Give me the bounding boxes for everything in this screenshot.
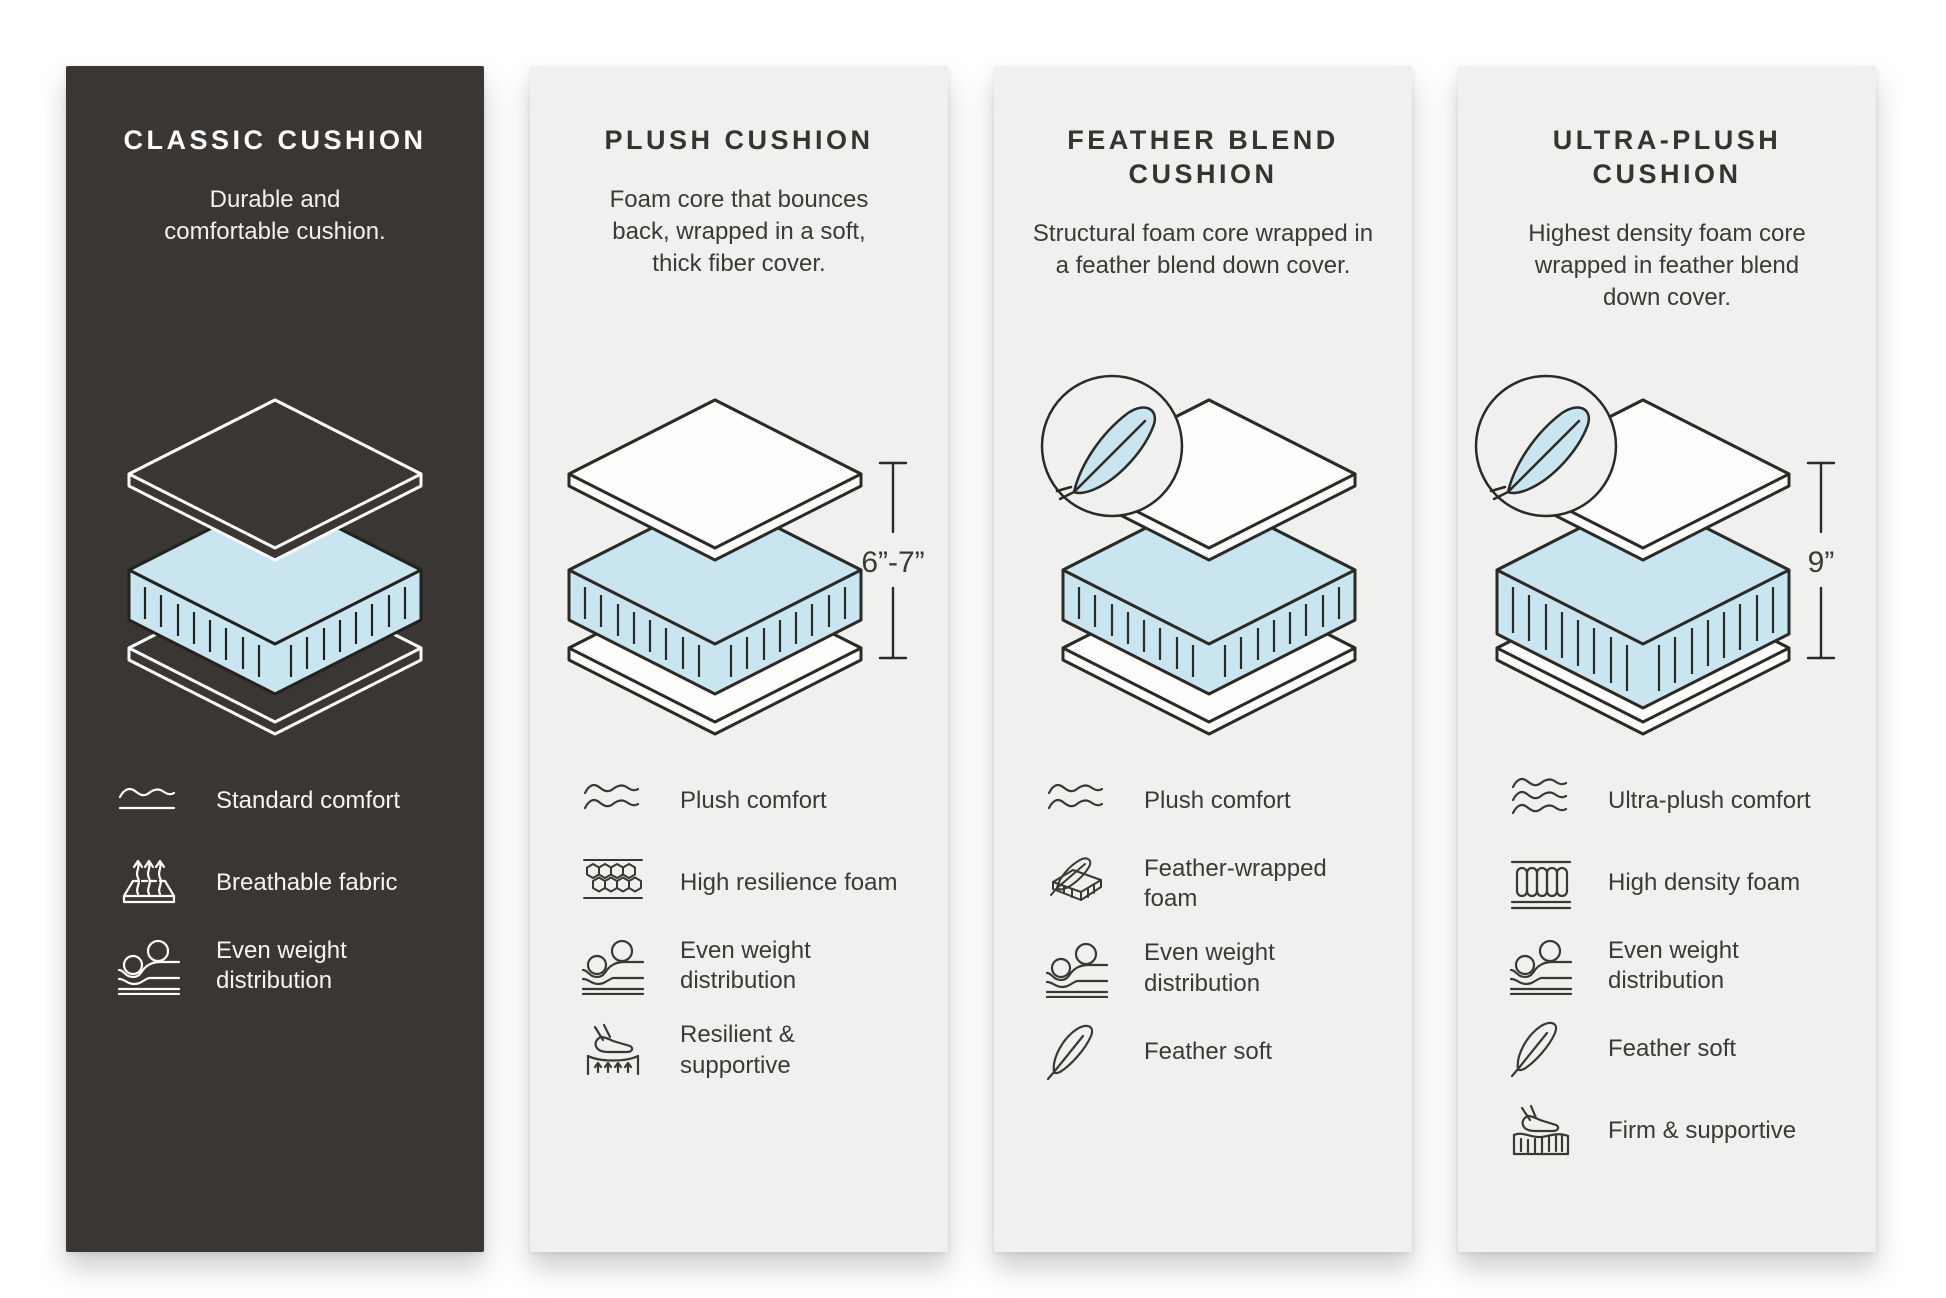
feature-list [530,752,948,1105]
height-dimension-label: 6”-7” [861,546,925,579]
cushion-layers [569,400,861,734]
feature-row [1508,1020,1876,1078]
panel-classic-cushion [66,66,484,1252]
feature-label: Plush comfort [680,786,827,814]
feature-label: Even weight distribution [216,937,347,995]
plush-comfort-wave-icon [580,772,646,830]
feature-label: Plush comfort [1144,786,1291,814]
cushion-layers-diagram [994,360,1412,752]
feature-label: Breathable fabric [216,868,398,896]
panel-ultra-plush-cushion [1458,66,1876,1252]
panel-title: PLUSH CUSHION [604,125,874,155]
feature-row [580,1020,948,1080]
feature-row [116,772,484,830]
panel-title: CLASSIC CUSHION [123,125,427,155]
feature-list [66,752,484,1020]
cushion-layers-diagram [1458,360,1876,752]
panel-description: Highest density foam core wrapped in feather blend down cover. [1528,219,1806,311]
feature-label: Standard comfort [216,786,401,814]
feather-badge-icon [1042,376,1182,516]
feature-row [116,854,484,912]
feature-row [580,854,948,912]
feature-row [1508,936,1876,996]
feature-label: Even weight distribution [680,937,811,995]
high-resilience-foam-icon [580,854,646,912]
feather-icon [1508,1020,1574,1078]
feather-badge-icon [1476,376,1616,516]
feather-icon [1044,1023,1110,1081]
panel-description: Durable and comfortable cushion. [164,185,386,245]
cushion-illustration [1458,318,1876,752]
panel-title: ULTRA-PLUSH CUSHION [1552,125,1782,189]
panel-plush-cushion [530,66,948,1252]
cushion-layers [129,400,421,734]
feature-row [1044,1023,1412,1081]
height-dimension-label: 9” [1807,546,1835,579]
feature-label: High resilience foam [680,868,898,896]
feature-label: Ultra-plush comfort [1608,786,1811,814]
feature-label: Feather soft [1144,1037,1273,1065]
panel-header [66,66,484,318]
cushion-illustration [994,318,1412,752]
even-weight-icon [1508,937,1574,995]
feature-row [1044,938,1412,998]
feature-label: Firm & supportive [1608,1117,1797,1145]
panel-header [530,66,948,318]
feature-label: High density foam [1608,868,1801,896]
panel-title: FEATHER BLEND CUSHION [1067,125,1339,189]
feature-label: Resilient & supportive [680,1021,795,1079]
feature-row [1044,772,1412,830]
feather-wrapped-foam-icon [1044,855,1110,913]
feature-row [1508,772,1876,830]
feature-label: Even weight distribution [1608,937,1739,995]
cushion-illustration [530,318,948,752]
feature-row [580,936,948,996]
breathable-fabric-icon [116,854,182,912]
feature-label: Feather-wrapped foam [1144,855,1327,913]
cushion-layers-diagram [66,360,484,752]
firm-supportive-icon [1508,1102,1574,1160]
panel-feather-blend-cushion [994,66,1412,1252]
comfort-wave-icon [116,772,182,830]
panel-header [1458,66,1876,318]
feature-row [580,772,948,830]
cushion-illustration [66,318,484,752]
feature-list [1458,752,1876,1184]
even-weight-icon [580,937,646,995]
panel-description: Structural foam core wrapped in a feather blend down cover. [1032,219,1374,279]
feature-label: Feather soft [1608,1035,1737,1063]
even-weight-icon [116,937,182,995]
panel-description: Foam core that bounces back, wrapped in a soft, thick fiber cover. [609,185,869,278]
feature-row [1508,1102,1876,1160]
feature-label: Even weight distribution [1144,939,1275,997]
cushion-layers-diagram [530,360,948,752]
plush-comfort-wave-icon [1044,772,1110,830]
panel-header [994,66,1412,318]
even-weight-icon [1044,940,1110,998]
feature-row [1044,854,1412,914]
feature-list [994,752,1412,1105]
feature-row [1508,854,1876,912]
feature-row [116,936,484,996]
resilient-supportive-icon [580,1022,646,1080]
ultra-plush-comfort-wave-icon [1508,772,1574,830]
high-density-foam-icon [1508,854,1574,912]
